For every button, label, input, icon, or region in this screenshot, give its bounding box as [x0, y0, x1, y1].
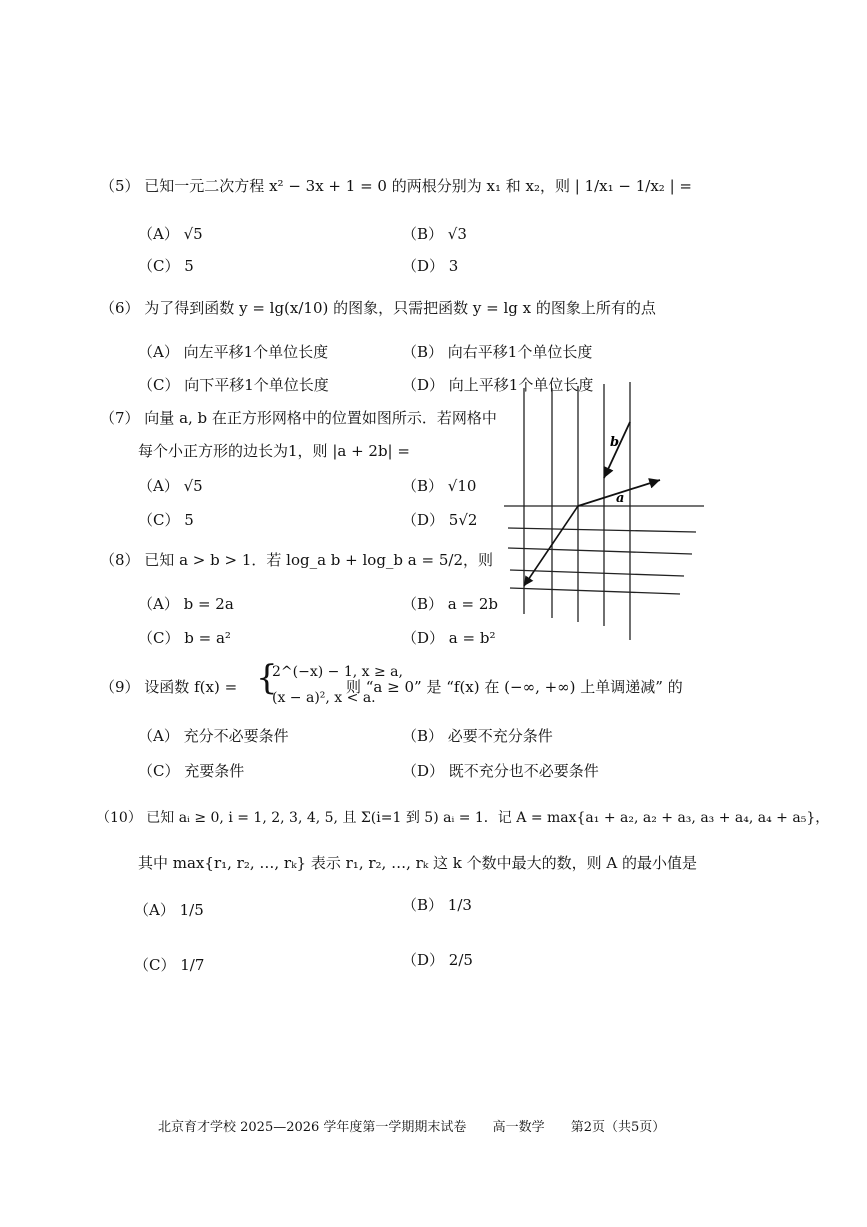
q9-option-c: （C） 充要条件 [138, 762, 245, 780]
q10-option-c: （C） 1/7 [134, 956, 205, 974]
q9-case2: (x − a)², x < a. [272, 690, 376, 706]
q6-option-a: （A） 向左平移1个单位长度 [138, 343, 329, 361]
q5-option-c: （C） 5 [138, 257, 194, 275]
q5-option-d: （D） 3 [402, 257, 459, 275]
vector-b-arrow [604, 422, 630, 478]
q8-option-c: （C） b = a² [138, 629, 231, 647]
footer-school: 北京育才学校 2025—2026 学年度第一学期期末试卷 [158, 1120, 467, 1135]
q9-option-a: （A） 充分不必要条件 [138, 727, 289, 745]
footer-subject: 高一数学 [492, 1120, 545, 1135]
q9-stem-prefix: （9） 设函数 f(x) = [100, 678, 238, 696]
q6-stem: （6） 为了得到函数 y = lg(x/10) 的图象，只需把函数 y = lg x 的图象上所有的点 [100, 299, 656, 317]
page-footer [158, 1116, 687, 1135]
q9-option-b: （B） 必要不充分条件 [402, 727, 553, 745]
q7-option-a: （A） √5 [138, 477, 203, 495]
q5-option-a: （A） √5 [138, 225, 203, 243]
q7-option-d: （D） 5√2 [402, 511, 478, 529]
q8-option-b: （B） a = 2b [402, 595, 498, 613]
q9-option-d: （D） 既不充分也不必要条件 [402, 762, 599, 780]
q7-stem-line1: （7） 向量 a, b 在正方形网格中的位置如图所示．若网格中 [100, 409, 497, 427]
q5-option-b: （B） √3 [402, 225, 467, 243]
vector-a-label: a [616, 491, 625, 506]
q10-stem-line2: 其中 max{r₁, r₂, …, rₖ} 表示 r₁, r₂, …, rₖ 这 k 个数中最大的数，则 A 的最小值是 [138, 854, 698, 872]
q7-option-b: （B） √10 [402, 477, 477, 495]
q7-option-c: （C） 5 [138, 511, 194, 529]
grid-lines [504, 382, 704, 640]
q6-option-c: （C） 向下平移1个单位长度 [138, 376, 329, 394]
footer-page: 第2页（共5页） [570, 1120, 666, 1135]
q10-stem-line1: （10） 已知 aᵢ ≥ 0, i = 1, 2, 3, 4, 5, 且 Σ(i=1 到 5) aᵢ = 1．记 A = max{a₁ + a₂, a₂ + a₃, a₃ + a₄, a₄ + a₅}， [96, 810, 830, 826]
q6-option-b: （B） 向右平移1个单位长度 [402, 343, 593, 361]
q9-stem-suffix: 则 “a ≥ 0” 是 “f(x) 在 (−∞, +∞) 上单调递减” 的 [346, 678, 683, 696]
q10-option-d: （D） 2/5 [402, 951, 473, 969]
q8-stem: （8） 已知 a > b > 1．若 log_a b + log_b a = 5/2，则 [100, 551, 493, 569]
vector-b-label: b [610, 435, 620, 450]
q9-brace: { [256, 658, 278, 698]
q10-option-b: （B） 1/3 [402, 896, 472, 914]
q9-case1: 2^(−x) − 1, x ≥ a, [272, 664, 403, 680]
q8-option-d: （D） a = b² [402, 629, 496, 647]
q7-stem-line2: 每个小正方形的边长为1，则 |a + 2b| = [138, 442, 410, 460]
vector-grid-figure [500, 378, 710, 640]
q10-option-a: （A） 1/5 [134, 901, 204, 919]
diagonal-arrow [524, 506, 578, 586]
q5-stem: （5） 已知一元二次方程 x² − 3x + 1 = 0 的两根分别为 x₁ 和 x₂，则 | 1/x₁ − 1/x₂ | = [100, 177, 692, 195]
q8-option-a: （A） b = 2a [138, 595, 234, 613]
q6-option-d: （D） 向上平移1个单位长度 [402, 376, 594, 394]
